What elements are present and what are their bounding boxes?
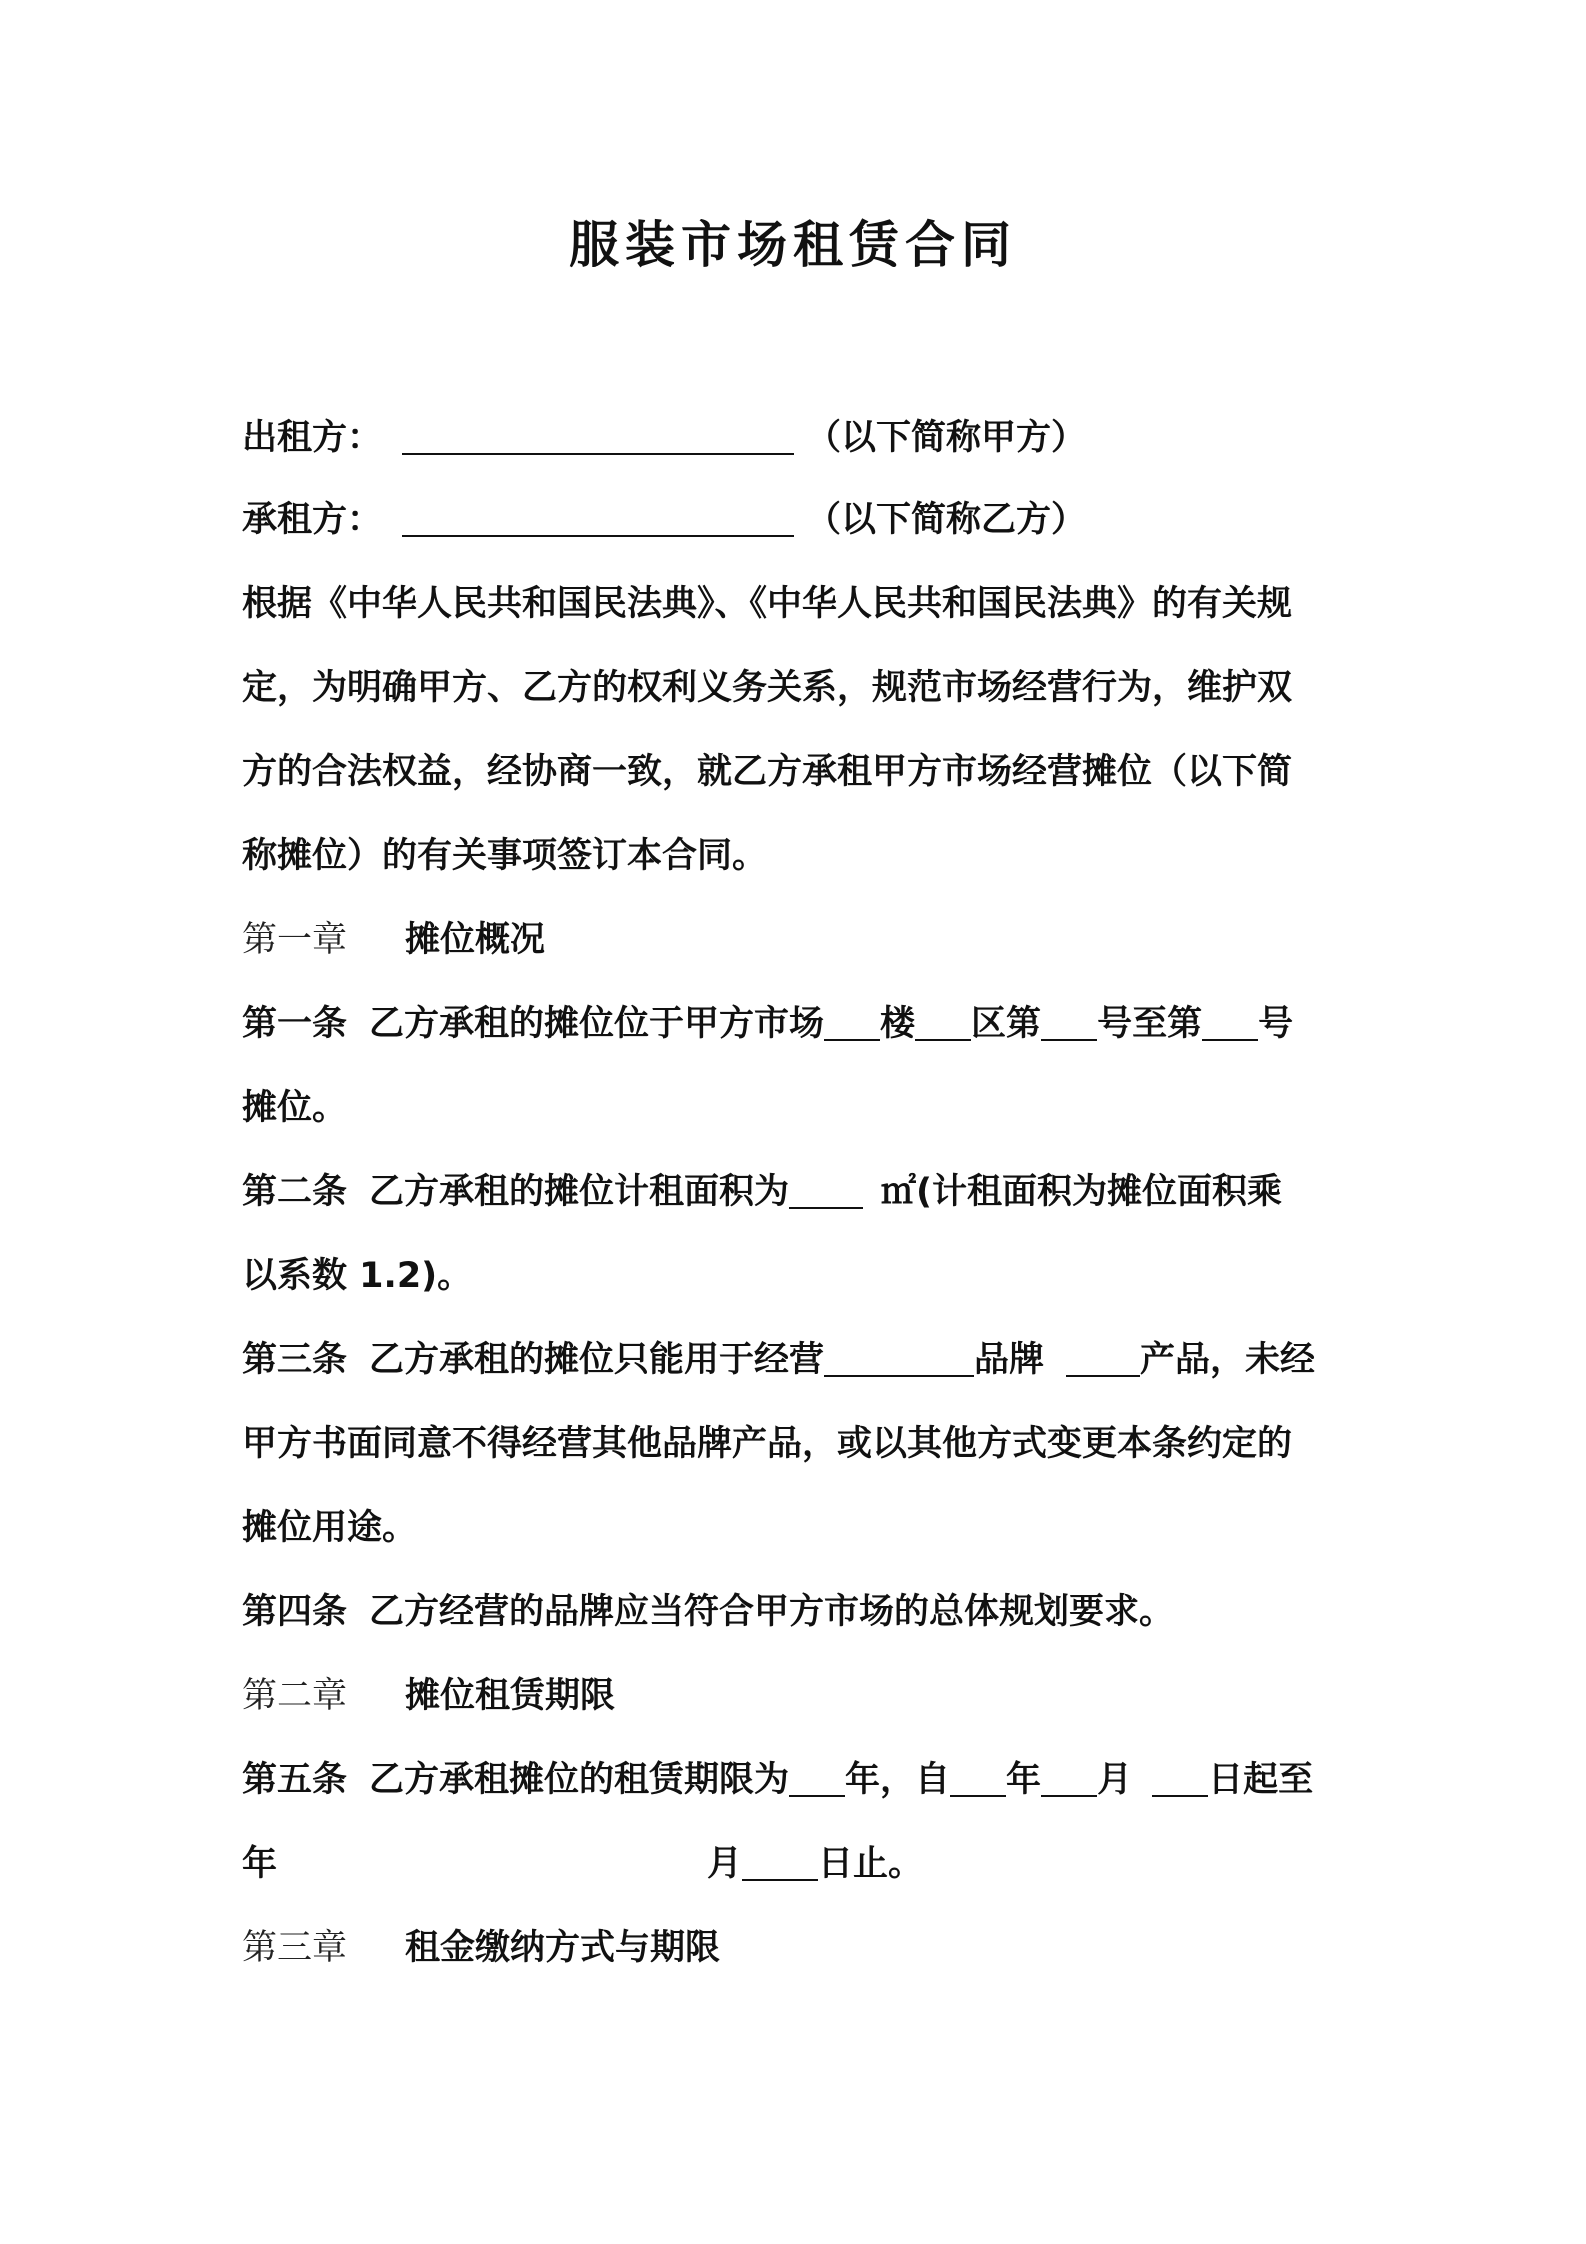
article-text: 楼: [880, 1004, 916, 1044]
article-3: [242, 1336, 1352, 1384]
term-years-blank[interactable]: [789, 1759, 845, 1797]
start-year-blank[interactable]: [950, 1759, 1006, 1797]
article-2: [242, 1168, 1352, 1216]
lessee-blank[interactable]: [402, 499, 794, 537]
article-text: 年，自: [845, 1760, 951, 1800]
article-text: ㎡(计租面积为摊位面积乘: [881, 1172, 1283, 1212]
stall-to-blank[interactable]: [1202, 1003, 1258, 1041]
chapter-number: 第三章: [242, 1928, 348, 1968]
start-month-blank[interactable]: [1041, 1759, 1097, 1797]
zone-blank[interactable]: [915, 1003, 971, 1041]
brand-blank[interactable]: [824, 1339, 974, 1377]
article-5: [242, 1756, 1352, 1804]
lessor-line: [242, 414, 1352, 462]
article-text: 产品，未经: [1140, 1340, 1316, 1380]
lessee-line: [242, 496, 1352, 544]
article-text: 区第: [971, 1004, 1042, 1044]
article-text: 年: [1006, 1760, 1042, 1800]
article-2-cont: 以系数 1.2)。: [242, 1256, 473, 1296]
preamble-line: 定，为明确甲方、乙方的权利义务关系，规范市场经营行为，维护双: [242, 668, 1293, 708]
start-day-blank[interactable]: [1152, 1759, 1208, 1797]
article-text: 乙方经营的品牌应当符合甲方市场的总体规划要求。: [369, 1592, 1175, 1632]
area-blank[interactable]: [789, 1171, 863, 1209]
article-1-cont: 摊位。: [242, 1088, 348, 1128]
article-text: 日起至: [1208, 1760, 1314, 1800]
lessee-note: （以下简称乙方）: [806, 500, 1087, 540]
article-label: 第三条: [242, 1340, 348, 1380]
article-text: 乙方承租的摊位位于甲方市场: [369, 1004, 825, 1044]
lessor-blank[interactable]: [402, 417, 794, 455]
preamble-line: 根据《中华人民共和国民法典》、《中华人民共和国民法典》的有关规: [242, 584, 1293, 624]
article-label: 第二条: [242, 1172, 348, 1212]
article-text: 年: [242, 1844, 278, 1884]
article-label: 第四条: [242, 1592, 348, 1632]
preamble-line: 称摊位）的有关事项签订本合同。: [242, 836, 768, 876]
end-day-blank[interactable]: [742, 1843, 818, 1881]
article-text: 乙方承租的摊位计租面积为: [369, 1172, 790, 1212]
lessee-label: 承租方：: [242, 500, 383, 540]
article-1: [242, 1000, 1352, 1048]
article-label: 第一条: [242, 1004, 348, 1044]
article-text: 月: [1097, 1760, 1133, 1800]
chapter-title: 摊位概况: [405, 920, 546, 960]
chapter-title: 租金缴纳方式与期限: [405, 1928, 721, 1968]
chapter-heading: [242, 1924, 1352, 1972]
chapter-number: 第一章: [242, 920, 348, 960]
chapter-heading: [242, 916, 1352, 964]
article-text: 品牌: [974, 1340, 1045, 1380]
stall-from-blank[interactable]: [1041, 1003, 1097, 1041]
chapter-heading: [242, 1672, 1352, 1720]
article-3-cont: 甲方书面同意不得经营其他品牌产品，或以其他方式变更本条约定的: [242, 1424, 1293, 1464]
article-text: 乙方承租的摊位只能用于经营: [369, 1340, 825, 1380]
preamble-line: 方的合法权益，经协商一致，就乙方承租甲方市场经营摊位（以下简: [242, 752, 1293, 792]
article-text: 乙方承租摊位的租赁期限为: [369, 1760, 790, 1800]
product-blank[interactable]: [1066, 1339, 1140, 1377]
article-text: 号至第: [1097, 1004, 1203, 1044]
article-5-cont: [242, 1840, 1352, 1888]
article-4: [242, 1588, 1352, 1636]
floor-blank[interactable]: [824, 1003, 880, 1041]
chapter-title: 摊位租赁期限: [405, 1676, 616, 1716]
article-text: 月: [707, 1844, 743, 1884]
chapter-number: 第二章: [242, 1676, 348, 1716]
article-label: 第五条: [242, 1760, 348, 1800]
lessor-label: 出租方：: [242, 418, 383, 458]
article-text: 日止。: [818, 1844, 924, 1884]
article-text: 号: [1258, 1004, 1294, 1044]
article-3-cont: 摊位用途。: [242, 1508, 418, 1548]
lessor-note: （以下简称甲方）: [806, 418, 1087, 458]
document-title: 服装市场租赁合同: [569, 216, 1017, 274]
